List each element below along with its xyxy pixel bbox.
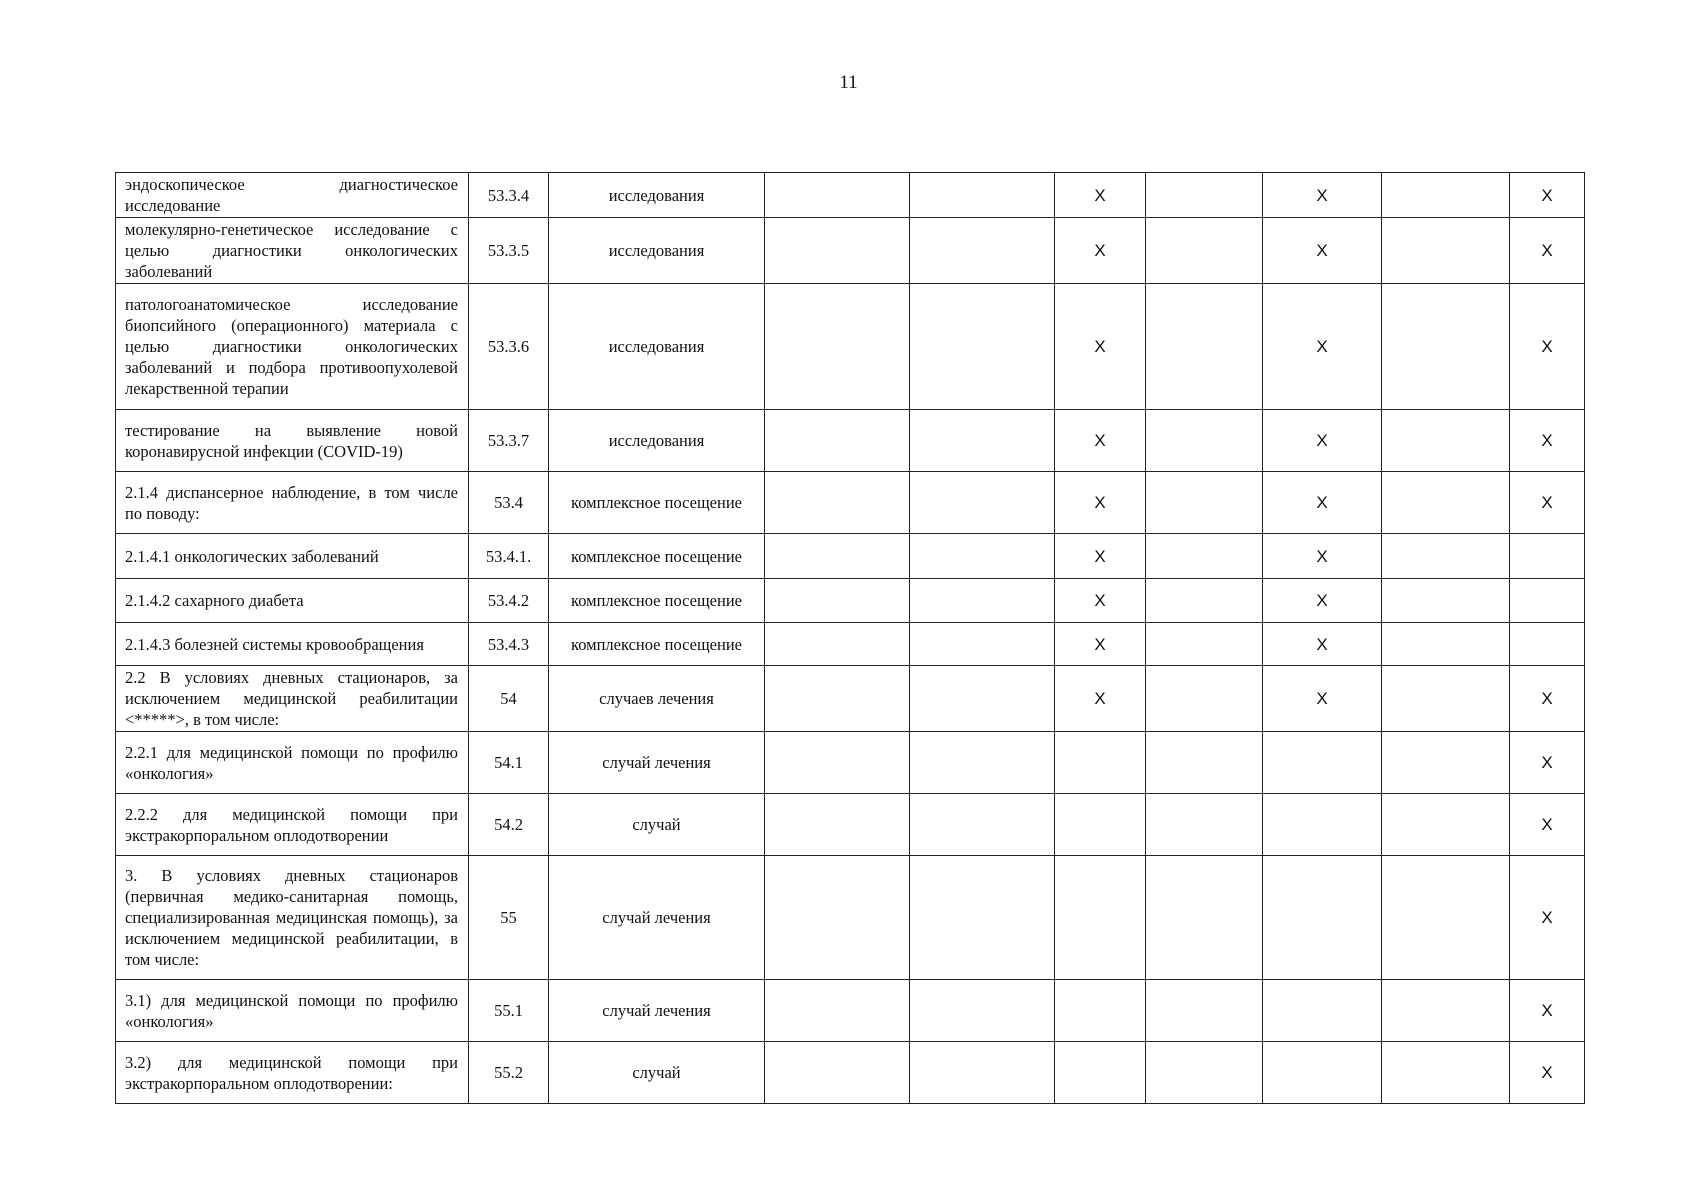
row-cell bbox=[1146, 218, 1263, 284]
row-cell bbox=[765, 173, 910, 218]
row-cell bbox=[1146, 472, 1263, 534]
row-cell bbox=[1510, 579, 1585, 623]
row-mark: X bbox=[1263, 579, 1382, 623]
row-code: 53.3.6 bbox=[469, 284, 549, 410]
row-cell bbox=[910, 732, 1055, 794]
row-cell bbox=[765, 666, 910, 732]
row-name: 2.2.1 для медицинской помощи по профилю «онкология» bbox=[116, 732, 469, 794]
row-mark: X bbox=[1510, 980, 1585, 1042]
row-unit: случай bbox=[549, 794, 765, 856]
row-cell bbox=[1263, 732, 1382, 794]
row-cell bbox=[910, 410, 1055, 472]
row-cell bbox=[765, 218, 910, 284]
row-cell bbox=[1055, 856, 1146, 980]
row-code: 53.4.1. bbox=[469, 534, 549, 579]
table-row bbox=[116, 980, 1585, 1042]
row-cell bbox=[1146, 666, 1263, 732]
row-code: 54.1 bbox=[469, 732, 549, 794]
row-name: 3.2) для медицинской помощи при экстракорпоральном оплодотворении: bbox=[116, 1042, 469, 1104]
row-name: 3.1) для медицинской помощи по профилю «онкология» bbox=[116, 980, 469, 1042]
row-mark: X bbox=[1055, 472, 1146, 534]
row-name: 3. В условиях дневных стационаров (первичная медико-санитарная помощь, специализированная медицинская помощь), за исключением медицинской реабилитации, в том числе: bbox=[116, 856, 469, 980]
row-cell bbox=[1382, 794, 1510, 856]
row-name: 2.1.4.3 болезней системы кровообращения bbox=[116, 623, 469, 666]
row-cell bbox=[910, 794, 1055, 856]
row-code: 55.1 bbox=[469, 980, 549, 1042]
row-name: 2.2.2 для медицинской помощи при экстракорпоральном оплодотворении bbox=[116, 794, 469, 856]
row-code: 54.2 bbox=[469, 794, 549, 856]
row-cell bbox=[1382, 173, 1510, 218]
row-mark: X bbox=[1055, 666, 1146, 732]
row-unit: комплексное посещение bbox=[549, 472, 765, 534]
row-cell bbox=[1382, 534, 1510, 579]
row-mark: X bbox=[1055, 623, 1146, 666]
row-name: 2.1.4.2 сахарного диабета bbox=[116, 579, 469, 623]
row-unit: исследования bbox=[549, 284, 765, 410]
row-cell bbox=[1146, 856, 1263, 980]
row-cell bbox=[1382, 218, 1510, 284]
row-code: 55 bbox=[469, 856, 549, 980]
row-cell bbox=[765, 794, 910, 856]
row-code: 53.4.3 bbox=[469, 623, 549, 666]
page-number: 11 bbox=[839, 72, 858, 93]
row-cell bbox=[1146, 1042, 1263, 1104]
row-cell bbox=[1146, 980, 1263, 1042]
row-cell bbox=[1146, 794, 1263, 856]
row-cell bbox=[765, 732, 910, 794]
row-cell bbox=[1263, 856, 1382, 980]
row-cell bbox=[1510, 623, 1585, 666]
row-code: 53.4.2 bbox=[469, 579, 549, 623]
row-code: 54 bbox=[469, 666, 549, 732]
table-row bbox=[116, 284, 1585, 410]
row-cell bbox=[910, 666, 1055, 732]
row-cell bbox=[1146, 284, 1263, 410]
row-cell bbox=[1382, 856, 1510, 980]
row-cell bbox=[1263, 1042, 1382, 1104]
row-mark: X bbox=[1510, 284, 1585, 410]
row-mark: X bbox=[1263, 284, 1382, 410]
table-row bbox=[116, 732, 1585, 794]
row-name: 2.1.4.1 онкологических заболеваний bbox=[116, 534, 469, 579]
row-mark: X bbox=[1055, 173, 1146, 218]
row-cell bbox=[1382, 1042, 1510, 1104]
row-mark: X bbox=[1510, 856, 1585, 980]
row-mark: X bbox=[1055, 410, 1146, 472]
row-cell bbox=[1055, 1042, 1146, 1104]
row-cell bbox=[1146, 173, 1263, 218]
row-name: эндоскопическое диагностическое исследование bbox=[116, 173, 469, 218]
row-cell bbox=[1382, 623, 1510, 666]
row-mark: X bbox=[1510, 218, 1585, 284]
table-row bbox=[116, 794, 1585, 856]
row-cell bbox=[1146, 410, 1263, 472]
row-unit: случаев лечения bbox=[549, 666, 765, 732]
row-name: патологоанатомическое исследование биопсийного (операционного) материала с целью диагностики онкологических заболеваний и подбора противоопухолевой лекарственной терапии bbox=[116, 284, 469, 410]
row-code: 53.3.7 bbox=[469, 410, 549, 472]
row-cell bbox=[1146, 579, 1263, 623]
row-mark: X bbox=[1263, 472, 1382, 534]
row-cell bbox=[1382, 666, 1510, 732]
row-cell bbox=[765, 534, 910, 579]
row-cell bbox=[1382, 472, 1510, 534]
row-code: 53.3.4 bbox=[469, 173, 549, 218]
row-cell bbox=[1382, 732, 1510, 794]
row-cell bbox=[1055, 794, 1146, 856]
row-cell bbox=[910, 472, 1055, 534]
row-cell bbox=[1263, 794, 1382, 856]
row-cell bbox=[910, 284, 1055, 410]
table-row bbox=[116, 173, 1585, 218]
row-name: молекулярно-генетическое исследование с целью диагностики онкологических заболеваний bbox=[116, 218, 469, 284]
table-row bbox=[116, 666, 1585, 732]
row-mark: X bbox=[1510, 732, 1585, 794]
row-mark: X bbox=[1510, 1042, 1585, 1104]
row-cell bbox=[910, 173, 1055, 218]
row-cell bbox=[1146, 534, 1263, 579]
row-mark: X bbox=[1263, 410, 1382, 472]
row-cell bbox=[1382, 579, 1510, 623]
row-code: 53.4 bbox=[469, 472, 549, 534]
row-name: 2.1.4 диспансерное наблюдение, в том числе по поводу: bbox=[116, 472, 469, 534]
row-cell bbox=[765, 1042, 910, 1104]
row-unit: случай лечения bbox=[549, 856, 765, 980]
row-unit: исследования bbox=[549, 410, 765, 472]
row-unit: случай лечения bbox=[549, 980, 765, 1042]
row-cell bbox=[1055, 980, 1146, 1042]
row-unit: комплексное посещение bbox=[549, 623, 765, 666]
table-row bbox=[116, 472, 1585, 534]
row-cell bbox=[1510, 534, 1585, 579]
row-cell bbox=[910, 1042, 1055, 1104]
row-cell bbox=[910, 579, 1055, 623]
row-cell bbox=[1263, 980, 1382, 1042]
row-cell bbox=[765, 623, 910, 666]
row-mark: X bbox=[1263, 173, 1382, 218]
row-code: 53.3.5 bbox=[469, 218, 549, 284]
row-unit: случай лечения bbox=[549, 732, 765, 794]
row-code: 55.2 bbox=[469, 1042, 549, 1104]
row-unit: исследования bbox=[549, 218, 765, 284]
row-cell bbox=[1382, 410, 1510, 472]
row-name: тестирование на выявление новой коронавирусной инфекции (COVID-19) bbox=[116, 410, 469, 472]
row-unit: случай bbox=[549, 1042, 765, 1104]
table-row bbox=[116, 218, 1585, 284]
row-unit: комплексное посещение bbox=[549, 579, 765, 623]
row-cell bbox=[1382, 284, 1510, 410]
table-row bbox=[116, 534, 1585, 579]
row-mark: X bbox=[1510, 410, 1585, 472]
row-cell bbox=[1146, 732, 1263, 794]
row-mark: X bbox=[1055, 284, 1146, 410]
row-mark: X bbox=[1510, 794, 1585, 856]
row-mark: X bbox=[1263, 623, 1382, 666]
row-name: 2.2 В условиях дневных стационаров, за исключением медицинской реабилитации <*****>, в том числе: bbox=[116, 666, 469, 732]
table-row bbox=[116, 579, 1585, 623]
row-cell bbox=[910, 623, 1055, 666]
row-cell bbox=[765, 410, 910, 472]
row-cell bbox=[1382, 980, 1510, 1042]
row-unit: комплексное посещение bbox=[549, 534, 765, 579]
row-mark: X bbox=[1263, 218, 1382, 284]
row-cell bbox=[910, 534, 1055, 579]
row-mark: X bbox=[1055, 579, 1146, 623]
table-row bbox=[116, 1042, 1585, 1104]
row-cell bbox=[765, 980, 910, 1042]
volume-table bbox=[115, 172, 1585, 1104]
row-mark: X bbox=[1510, 666, 1585, 732]
row-cell bbox=[765, 284, 910, 410]
row-mark: X bbox=[1055, 534, 1146, 579]
row-mark: X bbox=[1510, 173, 1585, 218]
row-cell bbox=[910, 218, 1055, 284]
table-row bbox=[116, 410, 1585, 472]
row-cell bbox=[910, 856, 1055, 980]
row-mark: X bbox=[1055, 218, 1146, 284]
row-cell bbox=[765, 856, 910, 980]
row-cell bbox=[765, 579, 910, 623]
row-unit: исследования bbox=[549, 173, 765, 218]
table-row bbox=[116, 623, 1585, 666]
row-cell bbox=[910, 980, 1055, 1042]
row-mark: X bbox=[1263, 666, 1382, 732]
row-cell bbox=[765, 472, 910, 534]
row-cell bbox=[1146, 623, 1263, 666]
table-row bbox=[116, 856, 1585, 980]
row-cell bbox=[1055, 732, 1146, 794]
row-mark: X bbox=[1510, 472, 1585, 534]
row-mark: X bbox=[1263, 534, 1382, 579]
